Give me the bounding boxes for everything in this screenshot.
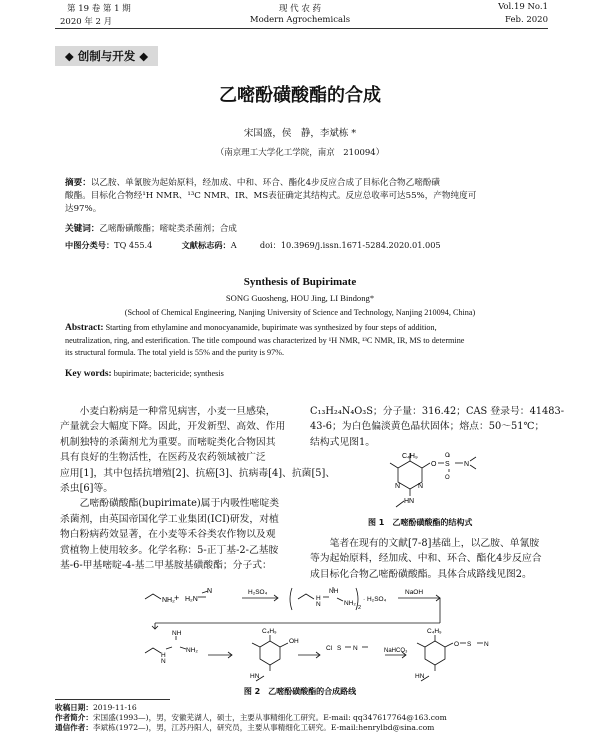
abstract-en-line: its structural formula. The total yield is 55% and the purity is 97%. [65, 348, 285, 357]
author-note-value: 宋国盛(1993—)，男，安徽芜湖人，硕士，主要从事精细化工研究。E-mail: qq347617764@163.com [92, 713, 447, 722]
fig2-guanidine-nh2: NH₂ [186, 647, 198, 654]
fig2-product-n: N [484, 641, 489, 648]
fig2-ethylamine-nh2: NH₂ [162, 597, 175, 604]
affiliation-cn: （南京理工大学化工学院，南京 210094） [215, 148, 385, 158]
fig2-nh2-label: NH₂ [344, 600, 356, 607]
journal-name-cn: 现 代 农 药 [278, 4, 322, 14]
body-line: 结构式见图1。 [310, 436, 376, 448]
fig1-ring-n2-label: N [395, 483, 401, 490]
body-line: 43-6；为白色偏淡黄色晶状固体；熔点：50～51℃； [310, 421, 545, 433]
section-tag: ◆ 创制与开发 ◆ [55, 46, 158, 66]
abstract-en-line: neutralization, ring, and esterification. The title compound was characterized by ¹H NMR, ¹³C NMR, IR, MS to determine [65, 335, 465, 345]
fig2-guanidine-nh: NH [172, 630, 182, 637]
fig2-product-hn: HN [415, 673, 425, 680]
corr-label: 通信作者： [55, 723, 93, 732]
doc-code-value: A [230, 240, 237, 250]
body-line: 基-6-甲基嘧啶-4-基二甲基胺基磺酸酯；分子式： [60, 560, 272, 572]
body-line: 笔者在现有的文献[7-8]基础上，以乙胺、单氰胺 [329, 538, 540, 549]
received-label: 收稿日期： [55, 703, 93, 712]
article-title-cn: 乙嘧酚磺酸酯的合成 [219, 85, 381, 106]
keywords-value-cn: 乙嘧酚磺酸酯；嘧啶类杀菌剂；合成 [99, 224, 237, 234]
fig1-s-label: S [445, 461, 450, 468]
keywords-label-cn: 关键词： [65, 224, 100, 234]
body-line: 产量就会大幅度下降。因此，开发新型、高效、作用 [60, 421, 286, 433]
keywords-label-en: Key words: [65, 369, 112, 379]
header-date-en: Feb. 2020 [505, 15, 548, 25]
doc-code-label: 文献标志码： [181, 240, 231, 250]
fig2-ring1-oh: OH [289, 638, 299, 645]
abstract-cn-line: 达97%。 [65, 204, 102, 214]
fig2-ring1-c4h9: C₄H₉ [262, 628, 277, 635]
fig2-guanidine-n: N [161, 658, 166, 665]
body-left-column [60, 404, 336, 573]
body-line: C₁₃H₂₄N₄O₃S；分子量：316.42；CAS 登录号：41483- [310, 406, 565, 417]
keywords-value-en: bupirimate; bactericide; synthesis [113, 369, 224, 378]
authors-en: SONG Guosheng, HOU Jing, LI Bindong* [225, 293, 375, 303]
fig1-hn-label: HN [404, 498, 415, 505]
fig1-c4h9-label: C₄H₉ [402, 453, 418, 460]
abstract-label-cn: 摘要： [65, 178, 91, 188]
figure2-route [140, 585, 545, 685]
abstract-cn [65, 177, 545, 216]
header-volume: 第 19 卷 第 1 期 [67, 4, 131, 14]
fig1-ring-n-label: N [418, 483, 424, 490]
abstract-cn-line: 以乙胺、单氰胺为起始原料，经加成、中和、环合、酯化4步反应合成了目标化合物乙嘧酚磺 [90, 178, 441, 188]
journal-name-en: Modern Agrochemicals [249, 15, 351, 25]
body-line: 小麦白粉病是一种常见病害，小麦一旦感染， [79, 406, 276, 417]
fig2-product-o: O [454, 641, 460, 648]
fig2-ring1-hn: HN [250, 673, 260, 680]
body-line: 具有良好的生物活性，在医药及农药领域被广泛 [60, 452, 266, 464]
body-line: 杀虫[6]等。 [60, 483, 114, 495]
header-rule [55, 28, 548, 29]
abstract-cn-line: 酸酯。目标化合物经¹H NMR、¹³C NMR、IR、MS表征确定其结构式。反应总收率可达55%，产物纯度可 [65, 191, 477, 201]
fig2-naoh-reagent: NaOH [405, 589, 424, 596]
abstract-en [65, 322, 545, 360]
fig2-cyanamide-n: N [207, 588, 213, 595]
body-line: 物白粉病药效显著，在小麦等禾谷类农作物以及观 [60, 529, 276, 541]
body-line: 乙嘧酚磺酸酯(bupirimate)属于内吸性嘧啶类 [79, 498, 280, 510]
classification-line [65, 239, 545, 252]
corr-value: 李斌栋(1972—)，男，江苏丹阳人，研究员，主要从事精细化工研究。E-mail:henrylbd@sina.com [92, 723, 435, 732]
fig2-product-c4h9: C₄H₉ [427, 628, 442, 635]
fig2-sulfonyl-n: N [353, 645, 358, 652]
author-note-label: 作者简介： [55, 713, 93, 722]
fig2-h2so4-reagent: H₂SO₄ [248, 589, 268, 596]
body-line: 机制独特的杀菌剂尤为重要。而嘧啶类化合物因其 [60, 436, 276, 448]
abstract-label-en: Abstract: [65, 323, 104, 333]
footnote-rule [55, 699, 170, 700]
footnote-corresponding [55, 722, 434, 733]
body-line: 赏植物上使用较多。化学名称：5-正丁基-2-乙基胺 [60, 544, 279, 556]
figure1-structure [368, 451, 488, 511]
body-line: 等为起始原料，经加成、中和、环合、酯化4步反应合 [310, 553, 542, 565]
body-line: 杀菌剂，由英国帝国化学工业集团(ICI)研发，对植 [60, 513, 279, 525]
doi-label: doi： [259, 240, 281, 250]
fig2-plus: + [174, 593, 180, 603]
fig2-guanidine-h: H [161, 652, 166, 659]
keywords-cn [65, 223, 545, 236]
fig1-o-top-label: O [445, 453, 450, 459]
figure2-caption: 图 2 乙嘧酚磺酸酯的合成路线 [243, 687, 357, 696]
abstract-en-line: Starting from ethylamine and monocyanamide, bupirimate was synthesized by four steps of addition, [105, 323, 437, 332]
figure1-caption: 图 1 乙嘧酚磺酸酯的结构式 [368, 518, 473, 527]
clc-label: 中图分类号： [65, 240, 115, 250]
fig2-sulfonyl-s: S [337, 645, 342, 652]
header-date: 2020 年 2 月 [60, 17, 113, 27]
fig2-product-s: S [467, 641, 472, 648]
fig2-nh-label: NH [329, 588, 339, 595]
body-right-column-top [310, 404, 565, 450]
authors-cn: 宋国盛，侯 静，李斌栋 * [243, 128, 357, 139]
fig2-sulfate-salt: · H₂SO₄ [363, 596, 387, 603]
body-line: 成目标化合物乙嘧酚磺酸酯。具体合成路线见图2。 [310, 568, 532, 580]
doi-value: 10.3969/j.issn.1671-5284.2020.01.005 [280, 240, 441, 250]
fig1-o-bottom-label: O [445, 475, 450, 481]
fig2-cl-label: Cl [326, 645, 333, 652]
received-value: 2019-11-16 [92, 703, 137, 712]
clc-value: TQ 455.4 [114, 240, 153, 250]
fig2-nahco3-reagent: NaHCO₃ [384, 648, 408, 654]
fig1-n-label: N [464, 461, 470, 468]
article-title-en: Synthesis of Bupirimate [243, 276, 357, 288]
affiliation-en: (School of Chemical Engineering, Nanjing University of Science and Technology, Nanjing 210094, China) [124, 308, 476, 317]
fig2-subscript-2: 2 [358, 605, 362, 611]
fig2-h-label: H [316, 595, 321, 602]
fig1-o-label: O [431, 461, 437, 468]
body-right-column-bottom [310, 536, 546, 582]
keywords-en [65, 368, 545, 381]
header-vol-en: Vol.19 No.1 [498, 2, 548, 12]
body-line: 应用[1]，其中包括抗增殖[2]、抗癌[3]、抗病毒[4]、抗菌[5]、 [60, 467, 336, 479]
fig2-cyanamide-h2n: H₂N [185, 596, 198, 603]
fig2-n-label: N [316, 601, 321, 608]
